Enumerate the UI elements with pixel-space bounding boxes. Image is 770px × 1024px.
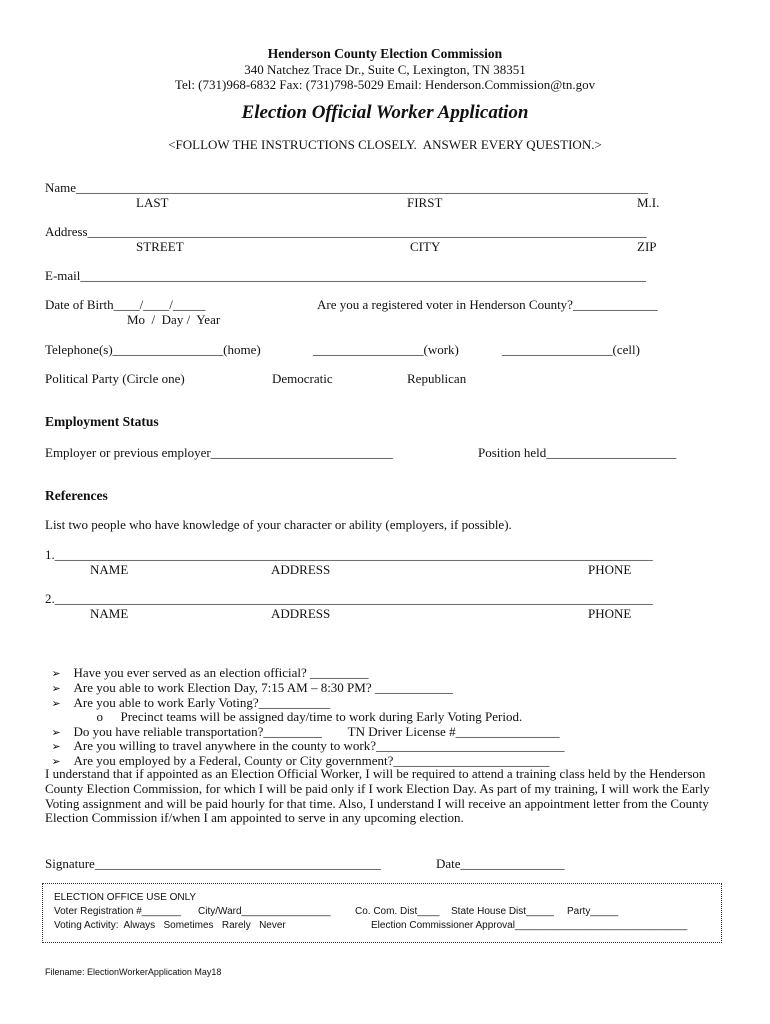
org-name: Henderson County Election Commission xyxy=(267,46,503,61)
arrow-bullet-icon: ➢ xyxy=(51,740,61,753)
dob-format-label: Mo / Day / Year xyxy=(127,312,221,327)
arrow-bullet-icon: ➢ xyxy=(51,726,61,739)
name-first-label: FIRST xyxy=(407,195,443,210)
reference-2-name-label: NAME xyxy=(90,606,129,621)
party-republican-option[interactable]: Republican xyxy=(407,371,467,386)
circle-bullet-icon: o xyxy=(96,709,103,724)
question-government-employee[interactable]: ➢ Are you employed by a Federal, County or City government?________________________ xyxy=(51,753,550,768)
early-voting-note: o Precinct teams will be assigned day/time to work during Early Voting Period. xyxy=(96,709,523,724)
address-zip-label: ZIP xyxy=(637,239,657,254)
position-field[interactable]: Position held____________________ xyxy=(478,445,677,460)
agreement-statement: I understand that if appointed as an Election Official Worker, I will be required to attend a training class held by the Henderson County Election Commission, for which I will be paid only if I work Election Day. As part of my training, I will work the Early Voting assignment and will be paid hourly for that time. Also, I understand I will receive an appointment letter from the County Election Commission if/when I am appointed to serve in any upcoming election. xyxy=(45,766,710,826)
dob-field[interactable]: Date of Birth____/____/_____ xyxy=(45,297,206,312)
name-last-label: LAST xyxy=(136,195,169,210)
employer-field[interactable]: Employer or previous employer____________________________ xyxy=(45,445,393,460)
page-title: Election Official Worker Application xyxy=(241,102,529,123)
telephone-work-field[interactable]: _________________(work) xyxy=(313,342,459,357)
question-served-before[interactable]: ➢ Have you ever served as an election official? _________ xyxy=(51,665,369,680)
instructions: <FOLLOW THE INSTRUCTIONS CLOSELY. ANSWER EVERY QUESTION.> xyxy=(168,137,602,152)
city-ward-field[interactable]: City/Ward________________ xyxy=(198,906,331,917)
question-transportation-license[interactable]: ➢ Do you have reliable transportation?_________ TN Driver License #________________ xyxy=(51,724,560,739)
arrow-bullet-icon: ➢ xyxy=(51,755,61,768)
date-field[interactable]: Date________________ xyxy=(436,856,565,871)
reference-2-field[interactable]: 2.____________________________________________________________________________________________ xyxy=(45,591,653,606)
employment-heading: Employment Status xyxy=(45,414,159,429)
party-democratic-option[interactable]: Democratic xyxy=(272,371,333,386)
arrow-bullet-icon: ➢ xyxy=(51,697,61,710)
org-contact: Tel: (731)968-6832 Fax: (731)798-5029 Email: Henderson.Commission@tn.gov xyxy=(174,77,596,92)
filename-footer: Filename: ElectionWorkerApplication May18 xyxy=(45,967,222,977)
question-early-voting[interactable]: ➢ Are you able to work Early Voting?___________ xyxy=(51,695,331,710)
email-field[interactable]: E-mail_______________________________________________________________________________________ xyxy=(45,268,646,283)
reference-1-address-label: ADDRESS xyxy=(271,562,331,577)
commissioner-approval-field[interactable]: Election Commissioner Approval_______________________________ xyxy=(371,920,688,931)
arrow-bullet-icon: ➢ xyxy=(51,667,61,680)
office-use-heading: ELECTION OFFICE USE ONLY xyxy=(54,892,197,903)
registered-voter-field[interactable]: Are you a registered voter in Henderson County?_____________ xyxy=(317,297,658,312)
party-label: Political Party (Circle one) xyxy=(45,371,185,386)
signature-field[interactable]: Signature____________________________________________ xyxy=(45,856,381,871)
arrow-bullet-icon: ➢ xyxy=(51,682,61,695)
telephone-cell-field[interactable]: _________________(cell) xyxy=(502,342,640,357)
state-house-dist-field[interactable]: State House Dist_____ xyxy=(451,906,554,917)
name-mi-label: M.I. xyxy=(637,195,660,210)
name-field[interactable]: Name________________________________________________________________________________________ xyxy=(45,180,649,195)
question-election-day[interactable]: ➢ Are you able to work Election Day, 7:15 AM – 8:30 PM? ____________ xyxy=(51,680,453,695)
co-com-dist-field[interactable]: Co. Com. Dist____ xyxy=(355,906,440,917)
voting-activity-field[interactable]: Voting Activity: Always Sometimes Rarely Never xyxy=(54,920,286,931)
references-intro: List two people who have knowledge of your character or ability (employers, if possible). xyxy=(45,517,512,532)
address-street-label: STREET xyxy=(136,239,184,254)
question-travel[interactable]: ➢ Are you willing to travel anywhere in the county to work?_____________________________ xyxy=(51,738,565,753)
party-office-field[interactable]: Party_____ xyxy=(567,906,619,917)
reference-2-phone-label: PHONE xyxy=(588,606,632,621)
reference-1-phone-label: PHONE xyxy=(588,562,632,577)
reference-2-address-label: ADDRESS xyxy=(271,606,331,621)
references-heading: References xyxy=(45,488,108,503)
voter-registration-field[interactable]: Voter Registration #_______ xyxy=(54,906,181,917)
address-city-label: CITY xyxy=(410,239,441,254)
reference-1-field[interactable]: 1.____________________________________________________________________________________________ xyxy=(45,547,653,562)
reference-1-name-label: NAME xyxy=(90,562,129,577)
org-address: 340 Natchez Trace Dr., Suite C, Lexington, TN 38351 xyxy=(244,62,526,77)
telephone-home-field[interactable]: Telephone(s)_________________(home) xyxy=(45,342,261,357)
address-field[interactable]: Address______________________________________________________________________________________ xyxy=(45,224,647,239)
